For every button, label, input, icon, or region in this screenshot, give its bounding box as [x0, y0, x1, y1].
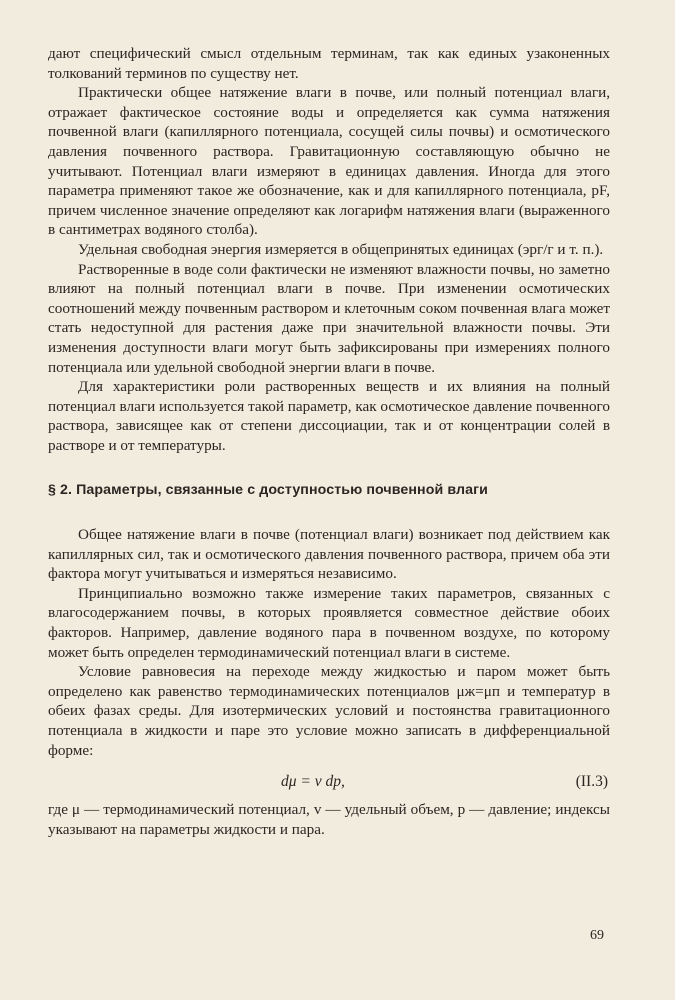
paragraph-6: Общее натяжение влаги в почве (потенциал влаги) возникает под действием как капиллярных сил, так и осмотического давления почвенного раствора, причем оба эти фактора могут учитываться и измеряться независимо.: [48, 526, 610, 583]
formula-expression: dμ = v dp,: [281, 773, 345, 791]
paragraph-4: Растворенные в воде соли фактически не изменяют влажности почвы, но заметно влияют на полный потенциал влаги в почве. При изменении осмотических соотношений между почвенным раствором и клеточным соком почвенная влага может стать недоступной для растения даже при значительной влажности почвы. Эти изменения доступности влаги могут быть зафиксированы при измерениях полного потенциала или удельной свободной энергии влаги в почве.: [48, 260, 610, 376]
paragraph-9: где μ — термодинамический потенциал, v — удельный объем, p — давление; индексы указывают на параметры жидкости и пара.: [48, 801, 610, 838]
paragraph-1: дают специфический смысл отдельным терминам, так как единых узаконенных толкований терминов по существу нет.: [48, 45, 610, 82]
body-text: [48, 44, 610, 839]
paragraph-3: Удельная свободная энергия измеряется в общепринятых единицах (эрг/г и т. п.).: [78, 240, 604, 258]
page-number: 69: [590, 928, 604, 943]
section-heading: § 2. Параметры, связанные с доступностью почвенной влаги: [48, 482, 488, 499]
formula: [48, 766, 610, 796]
paragraph-5: Для характеристики роли растворенных веществ и их влияния на полный потенциал влаги используется такой параметр, как осмотическое давление почвенного раствора, зависящее как от степени диссоциации, так и от концентрации солей в растворе и от температуры.: [48, 378, 610, 454]
paragraph-7: Принципиально возможно также измерение таких параметров, связанных с влагосодержанием почвы, в которых проявляется совместное действие обоих факторов. Например, давление водяного пара в почвенном воздухе, по которому может быть определен термодинамический потенциал влаги в системе.: [48, 584, 610, 661]
paragraph-2: Практически общее натяжение влаги в почве, или полный потенциал влаги, отражает фактическое состояние воды и определяется как сумма натяжения почвенной влаги (капиллярного потенциала, сосущей силы почвы) и осмотического давления почвенного раствора. Гравитационную составляющую обычно не учитывают. Потенциал влаги измеряют в единицах давления. Иногда для этого параметра применяют такое же обозначение, как и для капиллярного потенциала, pF, причем численное значение определяют как логарифм натяжения влаги (выраженного в сантиметрах водяного столба).: [48, 84, 610, 239]
formula-number: (II.3): [575, 773, 608, 791]
paragraph-8: Условие равновесия на переходе между жидкостью и паром может быть определено как равенство термодинамических потенциалов μж=μп и температур в обеих фазах среды. Для изотермических условий и постоянства гравитационного потенциала в жидкости и паре это условие можно записать в дифференциальной форме:: [48, 663, 610, 759]
